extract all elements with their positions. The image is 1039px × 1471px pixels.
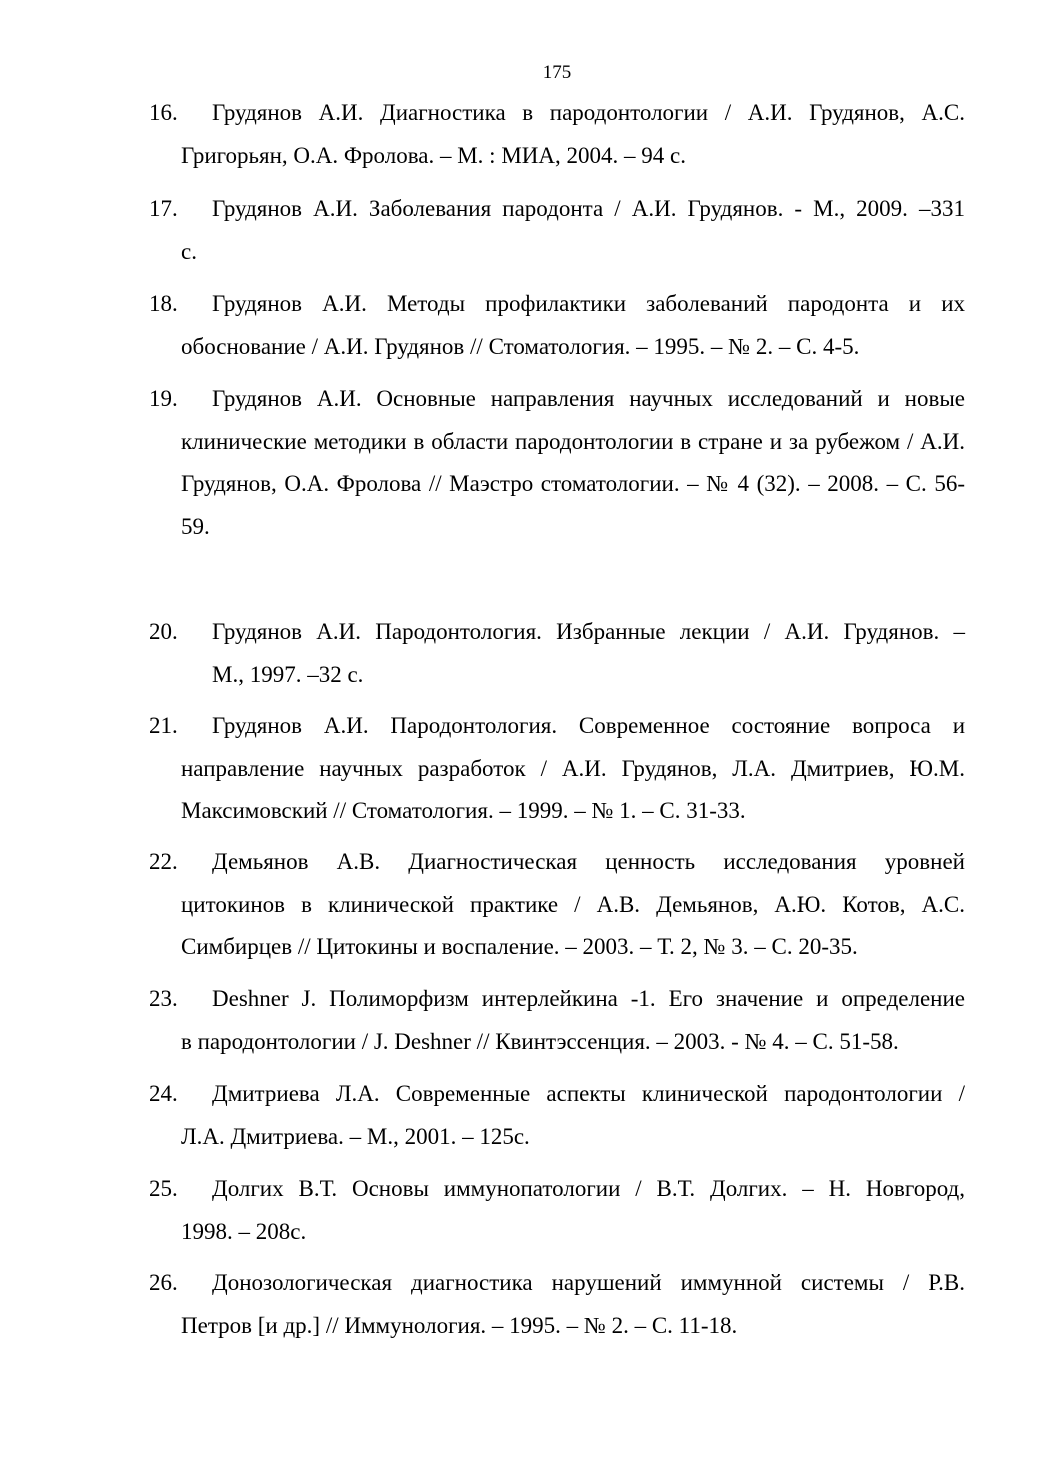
reference-number: 21. xyxy=(149,713,178,738)
reference-number: 23. xyxy=(149,986,178,1011)
reference-number: 18. xyxy=(149,291,178,316)
reference-continuation: в пародонтологии / J. Deshner // Квинтэссенция. – 2003. - № 4. – С. 51-58. xyxy=(181,1028,899,1054)
reference-number: 24. xyxy=(149,1081,178,1106)
page-number: 175 xyxy=(542,62,572,83)
reference-item xyxy=(149,188,965,273)
reference-first-line: Дмитриева Л.А. Современные аспекты клинической пародонтологии / xyxy=(212,1081,965,1106)
reference-item xyxy=(149,1168,965,1253)
reference-first-line: Грудянов А.И. Основные направления научных исследований и новые xyxy=(212,386,965,411)
reference-first-line: Грудянов А.И. Заболевания пародонта / А.И. Грудянов. - М., 2009. –331 xyxy=(212,196,965,221)
reference-first-line: Грудянов А.И. Пародонтология. Избранные лекции / А.И. Грудянов. – xyxy=(212,619,965,644)
reference-first-line: Долгих В.Т. Основы иммунопатологии / В.Т. Долгих. – Н. Новгород, xyxy=(212,1176,965,1201)
reference-item xyxy=(149,283,965,368)
reference-item xyxy=(149,841,965,969)
reference-continuation: Л.А. Дмитриева. – М., 2001. – 125с. xyxy=(181,1123,530,1149)
reference-item xyxy=(149,705,965,833)
reference-continuation: Григорьян, О.А. Фролова. – М. : МИА, 2004. – 94 с. xyxy=(181,142,686,168)
reference-continuation: клинические методики в области пародонтологии в стране и за рубежом / А.И. Грудянов, О.А. Фролова // Маэстро стоматологии. – № 4 (32). – 2008. – С. 56-59. xyxy=(181,428,965,539)
reference-first-line: Грудянов А.И. Методы профилактики заболеваний пародонта и их xyxy=(212,291,965,316)
reference-number: 22. xyxy=(149,849,178,874)
reference-number: 19. xyxy=(149,386,178,411)
reference-continuation: М., 1997. –32 с. xyxy=(212,661,364,687)
reference-first-line: Грудянов А.И. Диагностика в пародонтологии / А.И. Грудянов, А.С. xyxy=(212,100,965,125)
reference-number: 25. xyxy=(149,1176,178,1201)
reference-continuation: цитокинов в клинической практике / А.В. Демьянов, А.Ю. Котов, А.С. Симбирцев // Цитокины и воспаление. – 2003. – Т. 2, № 3. – С. 20-35. xyxy=(181,891,965,959)
reference-item xyxy=(149,611,965,696)
reference-continuation: 1998. – 208с. xyxy=(181,1218,307,1244)
reference-item xyxy=(149,378,965,548)
reference-continuation: направление научных разработок / А.И. Грудянов, Л.А. Дмитриев, Ю.М. Максимовский // Стоматология. – 1999. – № 1. – С. 31-33. xyxy=(181,755,965,823)
reference-item xyxy=(149,92,965,177)
reference-number: 17. xyxy=(149,196,178,221)
reference-number: 16. xyxy=(149,100,178,125)
reference-number: 26. xyxy=(149,1270,178,1295)
reference-item xyxy=(149,1262,965,1347)
reference-continuation: обоснование / А.И. Грудянов // Стоматология. – 1995. – № 2. – С. 4-5. xyxy=(181,333,860,359)
reference-first-line: Донозологическая диагностика нарушений иммунной системы / Р.В. xyxy=(212,1270,965,1295)
reference-item xyxy=(149,978,965,1063)
reference-first-line: Грудянов А.И. Пародонтология. Современное состояние вопроса и xyxy=(212,713,965,738)
reference-first-line: Демьянов А.В. Диагностическая ценность исследования уровней xyxy=(212,849,965,874)
reference-continuation: Петров [и др.] // Иммунология. – 1995. – № 2. – С. 11-18. xyxy=(181,1312,738,1338)
reference-item xyxy=(149,1073,965,1158)
reference-number: 20. xyxy=(149,619,178,644)
reference-first-line: Deshner J. Полиморфизм интерлейкина -1. Его значение и определение xyxy=(212,986,965,1011)
reference-continuation: с. xyxy=(181,238,197,264)
